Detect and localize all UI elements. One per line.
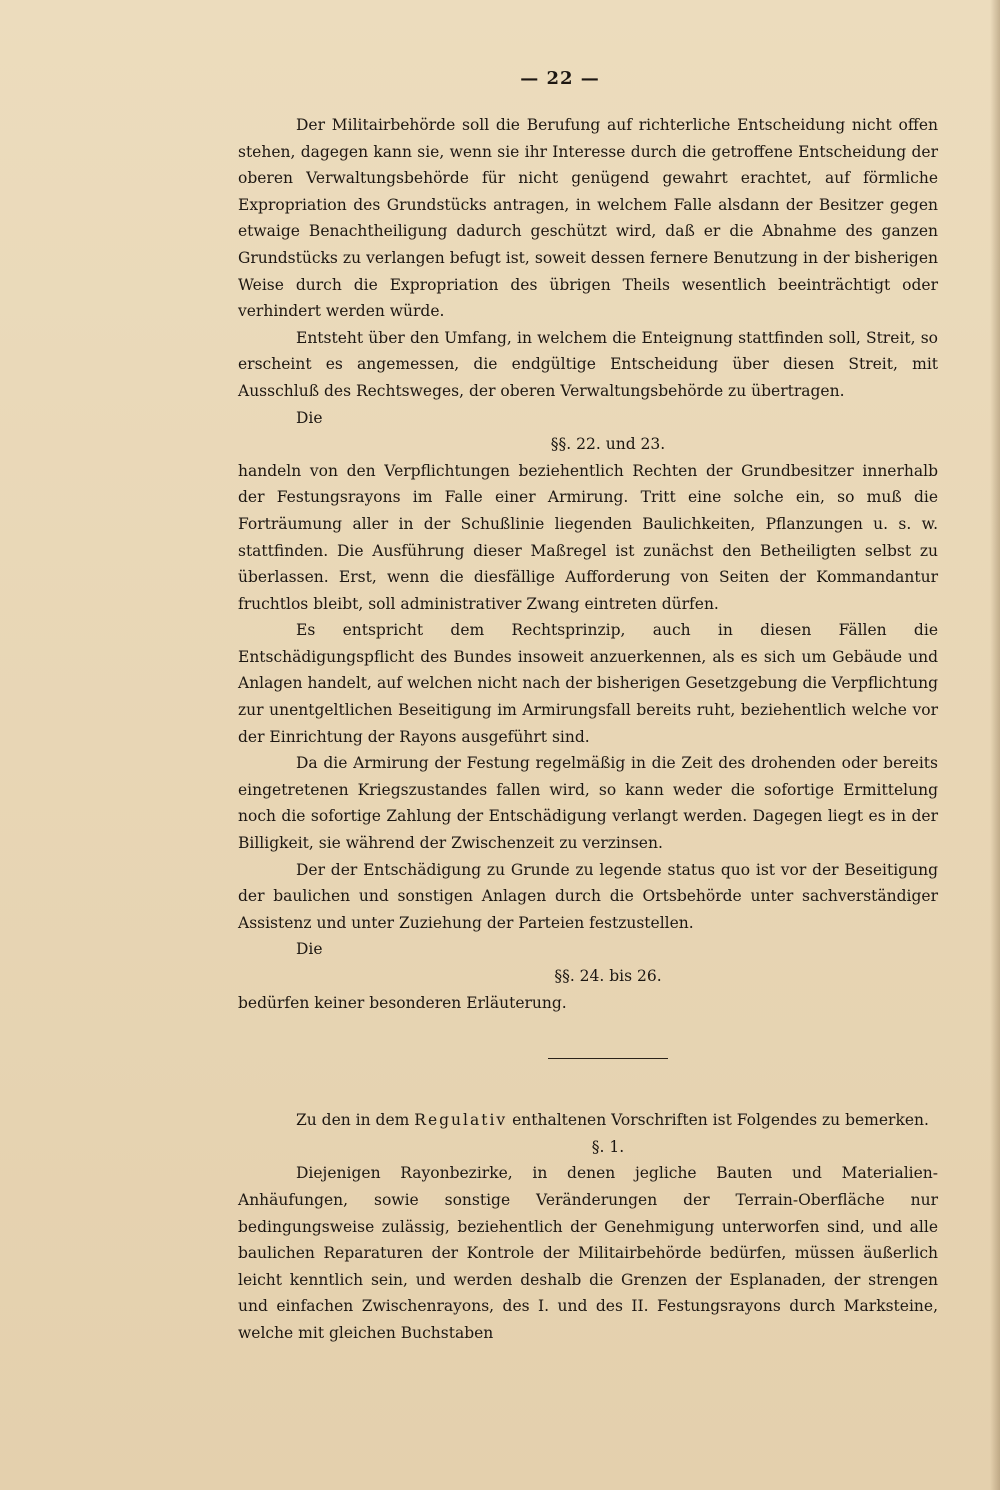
- section-heading-22-23: §§. 22. und 23.: [550, 435, 666, 454]
- page-number: — 22 —: [520, 68, 600, 89]
- paragraph-keine-erlaeuterung: bedürfen keiner besonderen Erläuterung.: [238, 993, 567, 1012]
- paragraph-status-quo: Der der Entschädigung zu Grunde zu legende status quo ist vor der Beseitigung der baulichen und sonstigen Anlagen durch die Ortsbehörde unter sachverständiger Assistenz und unter Zuziehung der Parteien festzustellen.: [238, 860, 938, 932]
- section-die-label-2: Die: [296, 940, 323, 959]
- paragraph-regulativ-intro: Zu den in dem Regulativ enthaltenen Vorschriften ist Folgendes zu bemerken.: [296, 1111, 929, 1130]
- body-text: [238, 112, 938, 1347]
- section-die-label: Die: [296, 408, 323, 427]
- section-heading-1: §. 1.: [591, 1137, 625, 1156]
- paragraph-militairbehoerde: Der Militairbehörde soll die Berufung auf richterliche Entscheidung nicht offen stehen, dagegen kann sie, wenn sie ihr Interesse durch die getroffene Entscheidung der oberen Verwaltungsbehörde für nicht genügend gewahrt erachtet, auf förmliche Expropriation des Grundstücks antragen, in welchem Falle alsdann der Besitzer gegen etwaige Benachtheiligung dadurch geschützt wird, daß er die Abnahme des ganzen Grundstücks zu verlangen befugt ist, soweit dessen fernere Benutzung in der bisherigen Weise durch die Expropriation des übrigen Theils wesentlich beeinträchtigt oder verhindert werden würde.: [238, 116, 938, 321]
- page-edge-shadow: [990, 0, 1000, 1490]
- paragraph-enteignung-streit: Entsteht über den Umfang, in welchem die Enteignung stattfinden soll, Streit, so erscheint es angemessen, die endgültige Entscheidung über diesen Streit, mit Ausschluß des Rechtsweges, der oberen Verwaltungsbehörde zu übertragen.: [238, 328, 938, 400]
- section-heading-24-26: §§. 24. bis 26.: [554, 967, 662, 985]
- latin-term: status quo: [667, 860, 751, 879]
- paragraph-rechtsprinzip: Es entspricht dem Rechtsprinzip, auch in diesen Fällen die Entschädigungspflicht des Bundes insoweit anzuerkennen, als es sich um Gebäude und Anlagen handelt, auf welchen nicht nach der bisherigen Gesetzgebung die Verpflichtung zur unentgeltlichen Beseitigung im Armirungsfall bereits ruht, beziehentlich welche vor der Einrichtung der Rayons ausgeführt sind.: [238, 621, 938, 746]
- paragraph-rayonbezirke: Diejenigen Rayonbezirke, in denen jegliche Bauten und Materialien-Anhäufungen, sowie sonstige Veränderungen der Terrain-Oberfläche nur bedingungsweise zulässig, beziehentlich der Genehmigung unterworfen sind, und alle baulichen Reparaturen der Kontrole der Militairbehörde bedürfen, müssen äußerlich leicht kenntlich sein, und werden deshalb die Grenzen der Esplanaden, der strengen und einfachen Zwischenrayons, des I. und des II. Festungsrayons durch Marksteine, welche mit gleichen Buchstaben: [238, 1164, 938, 1342]
- paragraph-armirung: handeln von den Verpflichtungen beziehentlich Rechten der Grundbesitzer innerhalb der Festungsrayons im Falle einer Armirung. Tritt eine solche ein, so muß die Forträumung aller in der Schußlinie liegenden Baulichkeiten, Pflanzungen u. s. w. stattfinden. Die Ausführung dieser Maßregel ist zunächst den Betheiligten selbst zu überlassen. Erst, wenn die diesfällige Aufforderung von Seiten der Kommandantur fruchtlos bleibt, soll administrativer Zwang eintreten dürfen.: [238, 461, 938, 613]
- paragraph-kriegszustand: Da die Armirung der Festung regelmäßig in die Zeit des drohenden oder bereits eingetretenen Kriegszustandes fallen wird, so kann weder die sofortige Ermittelung noch die sofortige Zahlung der Entschädigung verlangt werden. Dagegen liegt es in der Billigkeit, sie während der Zwischenzeit zu verzinsen.: [238, 754, 938, 853]
- section-divider: [548, 1058, 668, 1059]
